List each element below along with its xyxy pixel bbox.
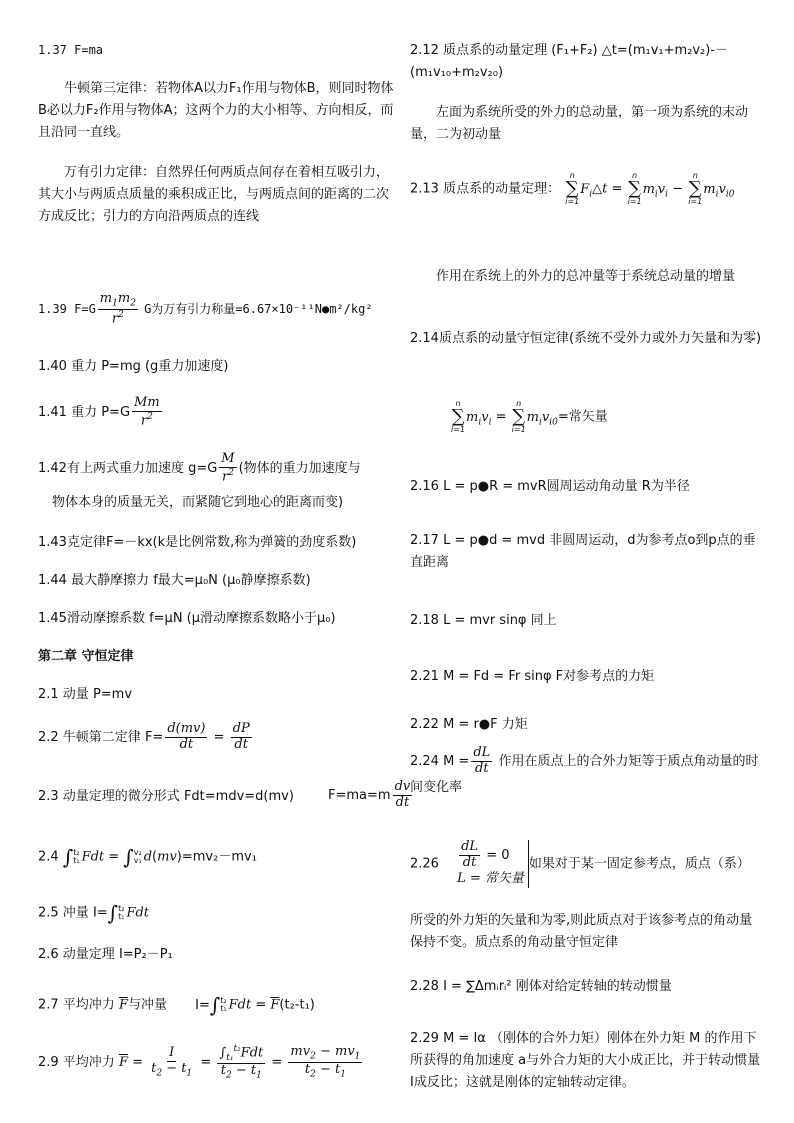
formula-2-3: 2.3 动量定理的微分形式 Fdt=mdv=d(mv) F=ma=m $\frac{dv}{dt}$ [38, 779, 411, 810]
newton-third-law: 牛顿第三定律：若物体A以力F₁作用与物体B，则同时物体B必以力F₂作用与物体A；这两个力的大小相等、方向相反，而且沿同一直线。 [38, 81, 394, 141]
fraction-Mm-r2: $\frac{Mm}{r^2}$ [134, 395, 160, 429]
formula-1-40: 1.40 重力 P=mg (g重力加速度) [38, 359, 229, 374]
formula-2-26: 2.26 $\frac{dL}{dt}$ = 0 L = 常矢量 如果对于某一固定参考点，质点（系） [410, 839, 750, 886]
formula-2-17: 2.17 L = p●d = mvd 非圆周运动，d为参考点o到p点的垂直距离 [410, 533, 756, 571]
chapter-2-heading: 第二章 守恒定律 [38, 649, 134, 664]
formula-2-28: 2.28 I = ∑Δmᵢrᵢ² 刚体对给定转轴的转动惯量 [410, 979, 672, 994]
formula-2-2: 2.2 牛顿第二定律 F= $\frac{d(mv)}{dt}$ = $\frac{dP}{dt}$ [38, 721, 250, 752]
formula-2-7: 2.7 平均冲力 $\overline{F}$与冲量 I=∫ t₂ t₁ Fdt = $\overline{F}(t_2-t_1)$ [38, 993, 315, 1017]
universal-gravitation-law: 万有引力定律：自然界任何两质点间存在着相互吸引力，其大小与两质点质量的乘积成正比，与两质点间的距离的二次方成反比；引力的方向沿两质点的连线 [38, 165, 390, 225]
formula-1-43: 1.43克定律F=－kx(k是比例常数,称为弹簧的劲度系数) [38, 535, 357, 550]
formula-2-13: 2.13 质点系的动量定理： n ∑ i=1 $F_i\triangle t$ = n ∑ i=1 $m_iv_i$ − n ∑ i=1 $m_iv_{i0}$ [410, 171, 735, 206]
formula-1-45: 1.45滑动摩擦系数 f=μN (μ滑动摩擦系数略小于μ₀) [38, 611, 336, 626]
fraction-M-r2: $\frac{M}{r^2}$ [221, 451, 235, 485]
formula-2-18: 2.18 L = mvr sinφ 同上 [410, 613, 557, 628]
formula-2-21: 2.21 M = Fd = Fr sinφ F对参考点的力矩 [410, 669, 655, 684]
formula-1-39: 1.39 F=G $\frac{m_1m_2}{r^2}$ G为万有引力称量=6.67×10⁻¹¹N●m²/kg² [38, 291, 373, 327]
fraction-m1m2-r2: $\frac{m_1m_2}{r^2}$ [99, 291, 136, 327]
formula-2-9: 2.9 平均冲力 $\overline{F}$ = $\frac{I}{t_2 - t_1}$ = $\frac{\int_{t_1}^{t_2}Fdt}{t_2 - t_1}$ = $\frac{mv_2 - mv_1}{t_2 - t_1}$ [38, 1044, 361, 1081]
formula-2-13-note: 作用在系统上的外力的总冲量等于系统总动量的增量 [436, 269, 736, 284]
formula-2-6: 2.6 动量定理 I=P₂－P₁ [38, 947, 173, 962]
formula-1-42: 1.42有上两式重力加速度 g=G $\frac{M}{r^2}$ (物体的重力加速度与 [38, 451, 361, 485]
formula-2-14: 2.14质点系的动量守恒定律(系统不受外力或外力矢量和为零) [410, 331, 762, 346]
formula-2-4: 2.4 ∫ t₂ t₁ Fdt = ∫ v₂ v₁ d(mv)=mv₂－mv₁ [38, 845, 257, 869]
formula-1-44: 1.44 最大静摩擦力 f最大=μ₀N (μ₀静摩擦系数) [38, 573, 311, 588]
formula-2-12-note: 左面为系统所受的外力的总动量，第一项为系统的末动量，二为初动量 [410, 105, 749, 143]
formula-2-5: 2.5 冲量 I=∫ t₂ t₁ Fdt [38, 901, 150, 925]
formula-2-14-equation: n ∑ i=1 $m_iv_i$ = n ∑ i=1 $m_iv_{i0}=$常矢量 [451, 399, 608, 434]
formula-1-37: 1.37 F=ma [38, 43, 104, 57]
formula-2-24: 2.24 M = $\frac{dL}{dt}$ 作用在质点上的合外力矩等于质点角动量的时间变化率 [410, 745, 759, 795]
formula-2-26-continued: 所受的外力矩的矢量和为零,则此质点对于该参考点的角动量保持不变。质点系的角动量守恒定律 [410, 913, 753, 951]
formula-1-42-continued: 物体本身的质量无关，而紧随它到地心的距离而变) [52, 495, 344, 510]
formula-2-29: 2.29 M = Iα （刚体的合外力矩）刚体在外力矩 M 的作用下所获得的角加速度 a与外合力矩的大小成正比，并于转动惯量 I成反比；这就是刚体的定轴转动定律。 [410, 1031, 761, 1091]
formula-2-22: 2.22 M = r●F 力矩 [410, 717, 528, 732]
formula-2-12: 2.12 质点系的动量定理 (F₁+F₂) △t=(m₁v₁+m₂v₂)-－(m₁v₁₀+m₂v₂₀) [410, 43, 729, 81]
formula-1-41: 1.41 重力 P=G $\frac{Mm}{r^2}$ [38, 395, 160, 429]
formula-2-1: 2.1 动量 P=mv [38, 687, 133, 702]
formula-2-16: 2.16 L = p●R = mvR圆周运动角动量 R为半径 [410, 479, 690, 494]
